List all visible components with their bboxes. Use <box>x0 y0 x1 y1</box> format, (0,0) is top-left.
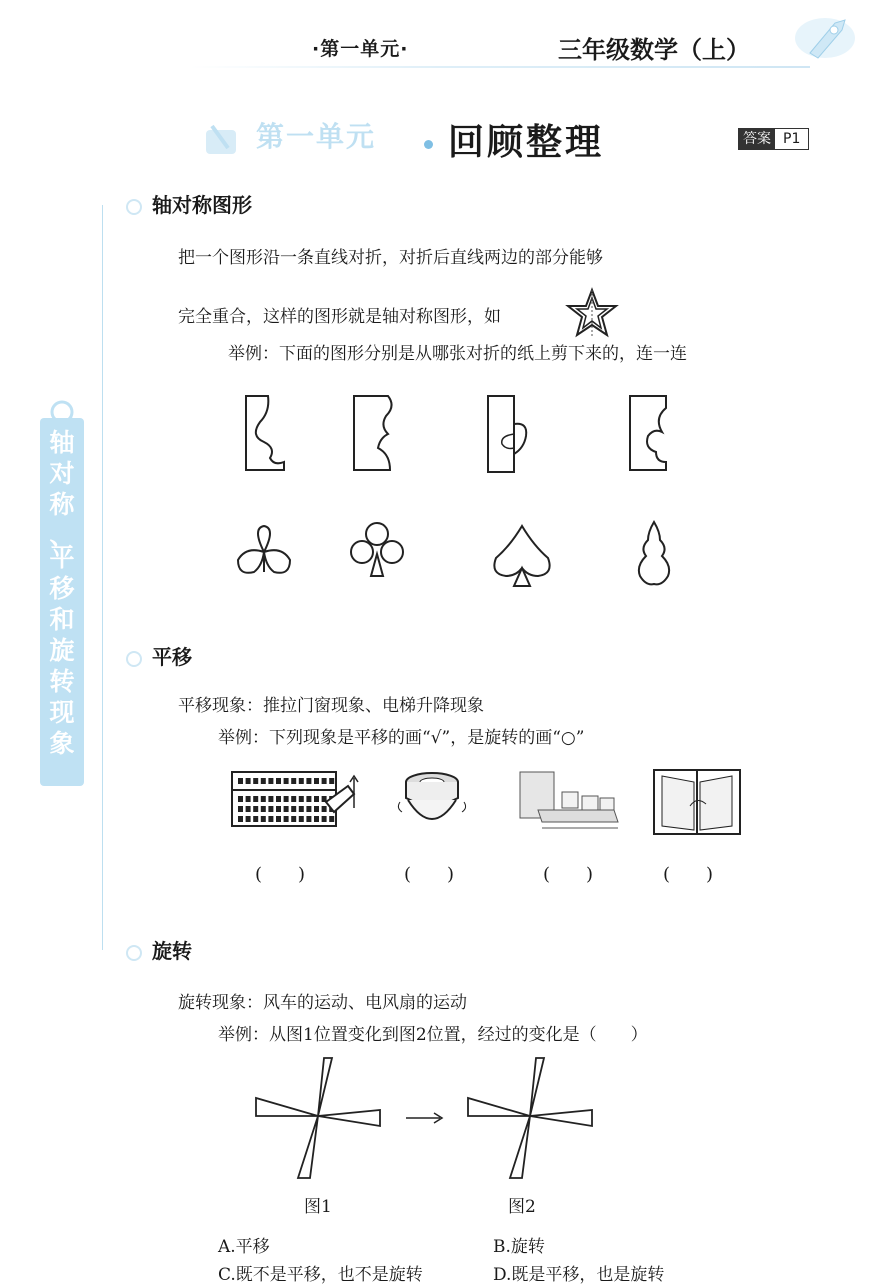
header-unit: ·第一单元· <box>312 38 409 60</box>
club-shape <box>345 520 409 584</box>
answer-page: P1 <box>783 131 801 147</box>
abacus-bead <box>322 816 327 822</box>
abacus-bead <box>276 796 281 802</box>
pencil-cup-icon <box>200 118 250 158</box>
abacus-bead <box>246 796 251 802</box>
abacus-bead <box>329 778 334 784</box>
translation-phenomena: 平移现象：推拉门窗现象、电梯升降现象 <box>178 696 484 716</box>
section-rail <box>102 205 103 950</box>
abacus-bead <box>284 806 289 812</box>
section-title-rotation: 旋转 <box>152 939 192 963</box>
sidebar-char: 轴 <box>49 428 75 457</box>
abacus-bead <box>299 816 304 822</box>
abacus-bead <box>246 778 251 784</box>
abacus-bead <box>276 778 281 784</box>
section-title-symmetry: 轴对称图形 <box>152 193 252 217</box>
abacus-bead <box>314 796 319 802</box>
sidebar-char: 转 <box>49 667 75 696</box>
arrow-right-icon <box>404 1110 446 1126</box>
sidebar-char: 对 <box>49 459 75 488</box>
answer-blank-1[interactable]: ( ) <box>255 864 306 885</box>
abacus-bead <box>253 796 258 802</box>
sidebar-char: 现 <box>49 698 75 727</box>
spinning-top-picture <box>394 768 470 842</box>
abacus-picture <box>230 768 360 830</box>
sidebar-title <box>40 428 84 760</box>
answer-blank-2[interactable]: ( ) <box>404 864 455 885</box>
folded-paper-3 <box>484 392 536 478</box>
folded-paper-1 <box>240 392 292 476</box>
abacus-bead <box>322 806 327 812</box>
pinwheel-figure-1 <box>250 1054 390 1184</box>
abacus-bead <box>253 778 258 784</box>
option-b[interactable]: B.旋转 <box>493 1237 545 1257</box>
abacus-bead <box>322 778 327 784</box>
symmetry-definition-line2: 完全重合，这样的图形就是轴对称图形，如 <box>178 307 501 327</box>
page-title: 回顾整理 <box>448 122 605 163</box>
sidebar-char: 旋 <box>49 636 75 665</box>
option-d[interactable]: D.既是平移，也是旋转 <box>493 1265 665 1285</box>
rocket-icon <box>790 8 860 68</box>
abacus-bead <box>268 778 273 784</box>
sidebar-char: 和 <box>49 605 75 634</box>
rotation-phenomena: 旋转现象：风车的运动、电风扇的运动 <box>178 993 467 1013</box>
abacus-bead <box>291 778 296 784</box>
abacus-bead <box>276 816 281 822</box>
abacus-bead <box>268 816 273 822</box>
abacus-bead <box>291 816 296 822</box>
answer-blank-3[interactable]: ( ) <box>543 864 594 885</box>
trefoil-shape <box>232 522 296 582</box>
abacus-bead <box>238 778 243 784</box>
answer-label: 答案 <box>739 129 775 149</box>
figure-2-caption: 图2 <box>508 1197 536 1217</box>
option-c[interactable]: C.既不是平移，也不是旋转 <box>218 1265 423 1285</box>
header-book-title: 三年级数学（上） <box>558 36 750 64</box>
abacus-bead <box>299 796 304 802</box>
star-icon <box>565 288 619 338</box>
abacus-bead <box>268 806 273 812</box>
abacus-bead <box>261 816 266 822</box>
abacus-bead <box>284 796 289 802</box>
abacus-bead <box>261 806 266 812</box>
folded-paper-4 <box>624 392 676 476</box>
spade-shape <box>490 522 554 590</box>
abacus-bead <box>268 796 273 802</box>
abacus-bead <box>306 806 311 812</box>
symmetry-example: 举例：下面的图形分别是从哪张对折的纸上剪下来的，连一连 <box>228 344 687 364</box>
conveyor-belt-picture <box>518 766 622 838</box>
option-a[interactable]: A.平移 <box>218 1237 270 1257</box>
abacus-bead <box>276 806 281 812</box>
abacus-bead <box>329 816 334 822</box>
abacus-bead <box>238 806 243 812</box>
sidebar-char: 移 <box>49 574 75 603</box>
answer-badge <box>738 128 809 150</box>
pinwheel-figure-2 <box>462 1054 602 1184</box>
abacus-bead <box>314 816 319 822</box>
bullet-icon <box>126 945 142 961</box>
abacus-bead <box>306 796 311 802</box>
bullet-icon <box>126 199 142 215</box>
abacus-bead <box>238 816 243 822</box>
banner-dot <box>424 140 433 149</box>
banner-unit: 第一单元 <box>256 120 377 153</box>
abacus-bead <box>238 796 243 802</box>
abacus-bead <box>291 806 296 812</box>
abacus-bead <box>306 816 311 822</box>
folded-paper-2 <box>350 392 402 476</box>
abacus-bead <box>246 806 251 812</box>
translation-example: 举例：下列现象是平移的画“√”，是旋转的画“○” <box>218 728 585 748</box>
sidebar-char: 平 <box>49 543 75 572</box>
abacus-bead <box>253 806 258 812</box>
abacus-bead <box>284 778 289 784</box>
abacus-bead <box>299 778 304 784</box>
abacus-bead <box>284 816 289 822</box>
sidebar-char: 、 <box>49 521 75 550</box>
abacus-bead <box>261 796 266 802</box>
abacus-bead <box>314 806 319 812</box>
abacus-bead <box>299 806 304 812</box>
answer-blank-4[interactable]: ( ) <box>663 864 714 885</box>
abacus-bead <box>314 778 319 784</box>
abacus-bead <box>246 816 251 822</box>
symmetry-definition-line1: 把一个图形沿一条直线对折，对折后直线两边的部分能够 <box>178 248 603 268</box>
sidebar-char: 称 <box>49 490 75 519</box>
gourd-shape <box>632 518 676 588</box>
abacus-bead <box>306 778 311 784</box>
abacus-bead <box>261 778 266 784</box>
header-divider <box>190 66 810 68</box>
abacus-bead <box>253 816 258 822</box>
sidebar-char: 象 <box>49 729 75 758</box>
abacus-bead <box>291 796 296 802</box>
revolving-door-picture <box>650 766 746 838</box>
section-title-translation: 平移 <box>152 645 192 669</box>
figure-1-caption: 图1 <box>304 1197 332 1217</box>
rotation-example: 举例：从图1位置变化到图2位置，经过的变化是（ ） <box>218 1025 648 1045</box>
bullet-icon <box>126 651 142 667</box>
